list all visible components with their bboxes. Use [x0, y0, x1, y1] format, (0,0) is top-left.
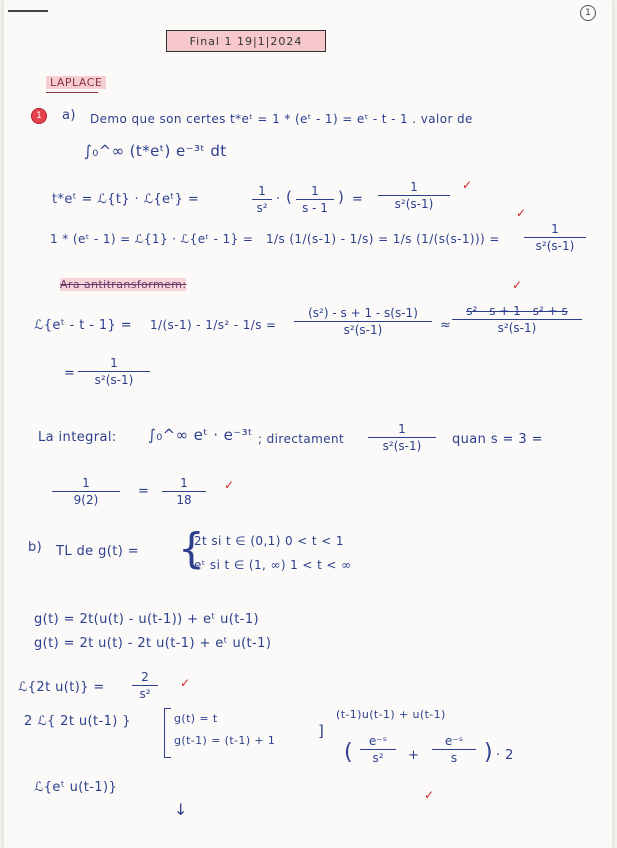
line3-frac: (s²) - s + 1 - s(s-1) s²(s-1) [294, 306, 432, 337]
part-b-line-2: g(t) = 2t u(t) - 2t u(t-1) + eᵗ u(t-1) [34, 636, 272, 651]
part-a-integral: ∫₀^∞ (t*eᵗ) e⁻³ᵗ dt [84, 142, 227, 160]
line4-frac: 1 s²(s-1) [78, 356, 150, 387]
piecewise-case-2: eᵗ si t ∈ (1, ∞) 1 < t < ∞ [194, 558, 352, 572]
part-b-label: b) [28, 540, 43, 555]
check-mark: ✓ [512, 278, 523, 292]
top-rule [8, 10, 48, 12]
line4-eq: = [64, 366, 76, 381]
result-eq: = [138, 484, 150, 499]
section-underline [46, 92, 98, 93]
struck-note: Ara antitransformem: [60, 278, 187, 291]
part-b-line-5: ℒ{eᵗ u(t-1)} [34, 780, 118, 795]
check-mark: ✓ [224, 478, 235, 492]
part-a-statement: Demo que son certes t*eᵗ = 1 * (eᵗ - 1) = eᵗ - t - 1 . valor de [90, 112, 473, 126]
paren-open: ( [344, 740, 353, 765]
problem-number-badge: 1 [31, 108, 47, 124]
part-b-line-1: g(t) = 2t(u(t) - u(t-1)) + eᵗ u(t-1) [34, 612, 260, 627]
line2-frac: 1 s²(s-1) [524, 222, 586, 253]
sub-bracket-close: ] [318, 722, 325, 740]
integral-line-note: ; directament [258, 432, 345, 446]
line3-lhs: ℒ{eᵗ - t - 1} = [34, 318, 133, 333]
line1-paren-open: ( [286, 188, 293, 206]
sub-bracket [164, 708, 171, 758]
integral-line-text: La integral: [38, 430, 117, 445]
line1-paren-close: ) [338, 188, 345, 206]
part-b-plus: + [408, 748, 420, 763]
line1-frac-2: 1 s - 1 [296, 184, 334, 215]
integral-line-expr: ∫₀^∞ eᵗ · e⁻³ᵗ [148, 426, 253, 444]
line1-lhs: t*eᵗ = ℒ{t} · ℒ{eᵗ} = [52, 192, 200, 207]
part-b-frac-1: e⁻ˢ s² [360, 734, 396, 765]
piecewise-brace: { [178, 524, 205, 573]
integral-line-frac: 1 s²(s-1) [368, 422, 436, 453]
line3-frac-2: s² - s + 1 - s² + s s²(s-1) [452, 304, 582, 335]
check-mark: ✓ [462, 178, 473, 192]
paper-sheet [4, 0, 612, 848]
section-heading: LAPLACE [46, 76, 106, 89]
line1-dot: · [276, 192, 281, 207]
part-a-label: a) [62, 108, 76, 123]
piecewise-case-1: 2t si t ∈ (0,1) 0 < t < 1 [194, 534, 344, 548]
line1-frac-3: 1 s²(s-1) [378, 180, 450, 211]
check-mark: ✓ [516, 206, 527, 220]
part-b-line-4-rhs: (t-1)u(t-1) + u(t-1) [336, 708, 446, 721]
line2-mid: 1/s (1/(s-1) - 1/s) = 1/s (1/(s(s-1))) = [266, 232, 500, 246]
line2-lhs: 1 * (eᵗ - 1) = ℒ{1} · ℒ{eᵗ - 1} = [50, 232, 254, 246]
line3-terms: 1/(s-1) - 1/s² - 1/s = [150, 318, 277, 332]
sub-line-1: g(t) = t [174, 712, 218, 725]
part-b-frac-2: e⁻ˢ s [432, 734, 476, 765]
page-number: 1 [580, 5, 596, 21]
part-b-tail: · 2 [496, 748, 514, 763]
paren-close: ) [484, 740, 493, 765]
integral-line-end: quan s = 3 = [452, 432, 543, 447]
line3-eq: ≈ [440, 318, 452, 333]
result-frac-2: 1 18 [162, 476, 206, 507]
check-mark: ✓ [180, 676, 191, 690]
part-b-statement: TL de g(t) = [56, 544, 140, 559]
exam-title: Final 1 19|1|2024 [166, 30, 326, 52]
check-mark: ✓ [424, 788, 435, 802]
line1-eq: = [352, 192, 364, 207]
line1-frac-1: 1 s² [252, 184, 272, 215]
down-arrow: ↓ [174, 800, 188, 819]
sub-line-2: g(t-1) = (t-1) + 1 [174, 734, 276, 747]
part-b-line-4-lhs: 2 ℒ{ 2t u(t-1) } [24, 714, 131, 729]
part-b-line-3-lhs: ℒ{2t u(t)} = [18, 680, 105, 695]
part-b-line-3-frac: 2 s² [132, 670, 158, 701]
result-frac-1: 1 9(2) [52, 476, 120, 507]
